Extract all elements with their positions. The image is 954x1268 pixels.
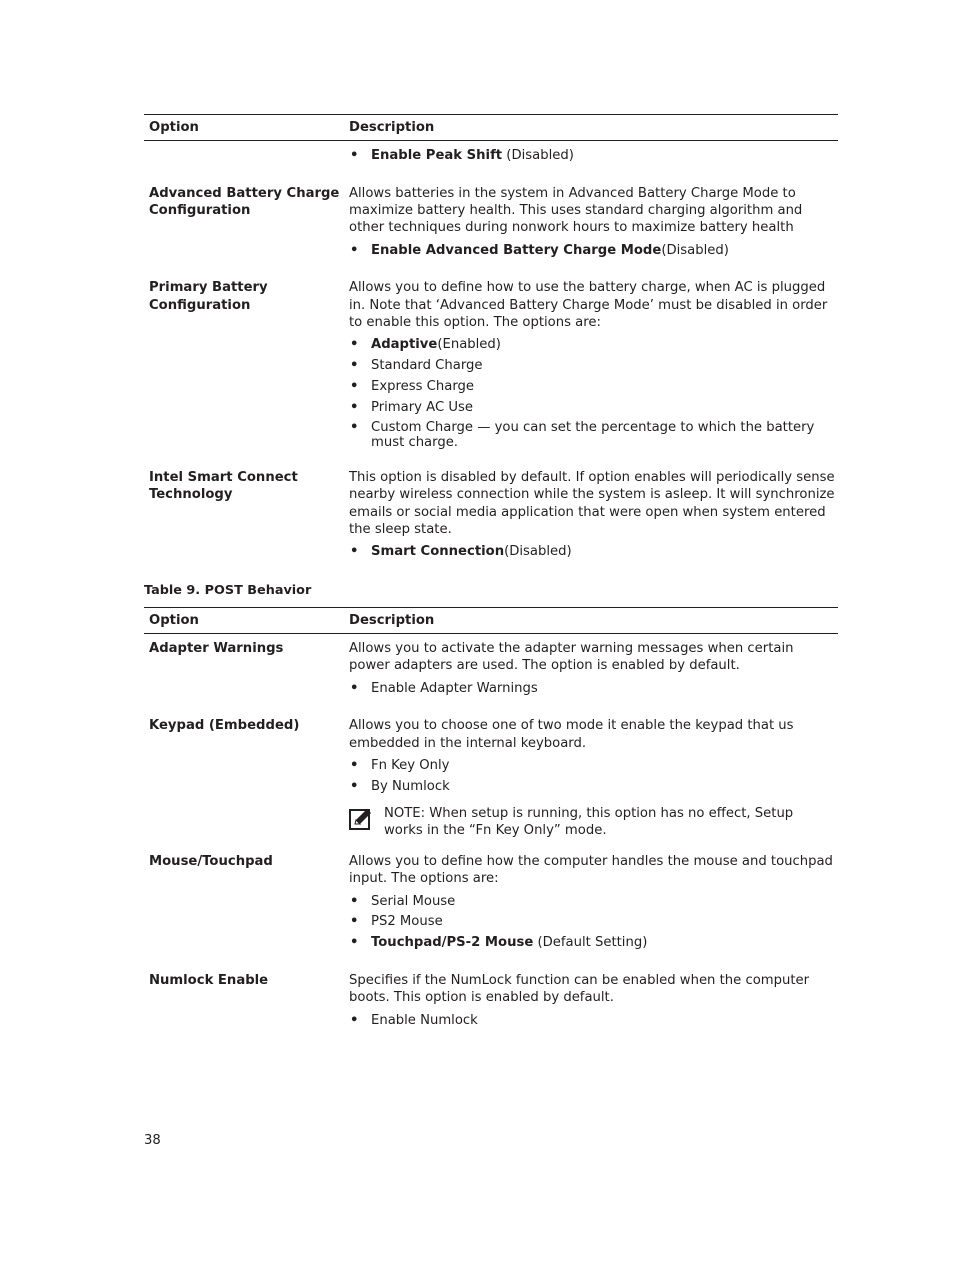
list-item: • Enable Advanced Battery Charge Mode(Disabled) bbox=[349, 242, 836, 259]
table-row bbox=[144, 185, 838, 263]
option-list bbox=[349, 147, 836, 164]
table-caption: Table 9. POST Behavior bbox=[144, 583, 312, 598]
table-row bbox=[144, 640, 838, 700]
post-behavior-table bbox=[144, 607, 838, 1032]
header-description: Description bbox=[349, 119, 435, 135]
option-description: Specifies if the NumLock function can be enabled when the computer boots. This option is enabled by default. bbox=[349, 973, 810, 1006]
list-item: • Enable Numlock bbox=[349, 1012, 836, 1029]
list-item: • Express Charge bbox=[349, 378, 836, 395]
option-list bbox=[349, 543, 836, 560]
note-box bbox=[349, 805, 836, 839]
option-list bbox=[349, 336, 836, 449]
note-text: NOTE: When setup is running, this option has no effect, Setup works in the “Fn Key Only” mode. bbox=[384, 806, 794, 839]
option-label: Keypad (Embedded) bbox=[149, 718, 300, 734]
table-header bbox=[144, 607, 838, 634]
header-option: Option bbox=[149, 119, 199, 135]
option-list bbox=[349, 757, 836, 795]
table-header bbox=[144, 114, 838, 141]
option-label bbox=[144, 147, 349, 168]
battery-settings-table bbox=[144, 114, 838, 564]
option-description: Allows batteries in the system in Advanced Battery Charge Mode to maximize battery health. This uses standard charging algorithm and other techniques during nonwork hours to maximize battery health bbox=[349, 185, 803, 236]
option-description: Allows you to define how to use the battery charge, when AC is plugged in. Note that ‘Advanced Battery Charge Mode’ must be disabled in order to enable this option. The options are: bbox=[349, 280, 828, 331]
option-list bbox=[349, 893, 836, 952]
table-row bbox=[144, 147, 838, 168]
option-description: Allows you to define how the computer handles the mouse and touchpad input. The options are: bbox=[349, 854, 833, 887]
note-label: NOTE: bbox=[384, 806, 426, 822]
header-option: Option bbox=[149, 612, 199, 628]
list-item: • By Numlock bbox=[349, 778, 836, 795]
option-description: Allows you to choose one of two mode it enable the keypad that us embedded in the internal keyboard. bbox=[349, 718, 794, 751]
list-item: • Enable Adapter Warnings bbox=[349, 680, 836, 697]
pencil-note-icon bbox=[349, 807, 373, 831]
option-list bbox=[349, 242, 836, 259]
list-item: • PS2 Mouse bbox=[349, 913, 836, 930]
option-label: Intel Smart Connect Technology bbox=[149, 470, 298, 503]
option-label: Mouse/Touchpad bbox=[149, 854, 273, 870]
list-item: • Serial Mouse bbox=[349, 893, 836, 910]
table-row bbox=[144, 717, 838, 839]
option-label: Adapter Warnings bbox=[149, 641, 284, 656]
list-item: • Custom Charge — you can set the percentage to which the battery must charge. bbox=[349, 420, 836, 450]
option-list bbox=[349, 680, 836, 697]
table-row bbox=[144, 469, 838, 564]
list-item: • Primary AC Use bbox=[349, 399, 836, 416]
list-item: • Adaptive(Enabled) bbox=[349, 336, 836, 353]
header-description: Description bbox=[349, 612, 435, 628]
list-item: • Enable Peak Shift (Disabled) bbox=[349, 147, 836, 164]
option-label: Advanced Battery Charge Configuration bbox=[149, 185, 340, 219]
list-item: • Fn Key Only bbox=[349, 757, 836, 774]
list-item: • Standard Charge bbox=[349, 357, 836, 374]
page-number: 38 bbox=[144, 1133, 161, 1148]
list-item: • Touchpad/PS-2 Mouse (Default Setting) bbox=[349, 934, 836, 951]
option-label: Primary Battery Configuration bbox=[149, 280, 268, 313]
table-row bbox=[144, 279, 838, 453]
option-description: Allows you to activate the adapter warning messages when certain power adapters are used. The option is enabled by default. bbox=[349, 641, 794, 674]
list-item: • Smart Connection(Disabled) bbox=[349, 543, 836, 560]
table-row bbox=[144, 853, 838, 955]
option-list bbox=[349, 1012, 836, 1029]
option-label: Numlock Enable bbox=[149, 973, 269, 989]
table-row bbox=[144, 972, 838, 1032]
option-description: This option is disabled by default. If option enables will periodically sense nearby wireless connection while the system is asleep. It will synchronize emails or social media application that were open when system entered the sleep state. bbox=[349, 470, 835, 537]
